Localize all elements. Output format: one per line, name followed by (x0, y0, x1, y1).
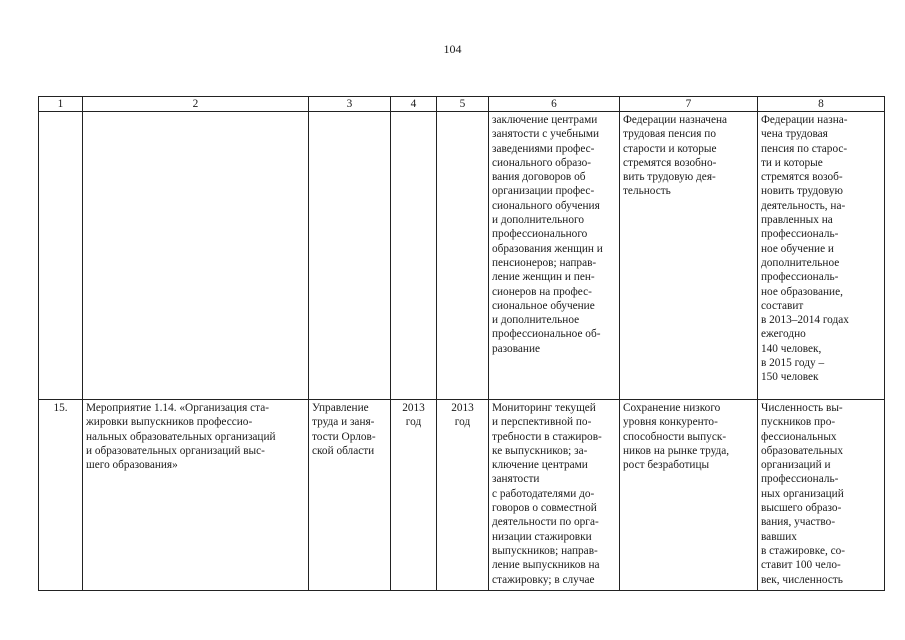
page-number: 104 (443, 42, 462, 56)
column-header: 3 (309, 97, 391, 112)
column-header: 5 (437, 97, 489, 112)
row-number (39, 112, 83, 400)
table-row (39, 400, 885, 591)
target-indicator: Численность вы- пускников про- фессиональных образовательных организаций и профессиональ- ных организаций высшего образо- вания, участво- вавших в стажировке, со- ставит 100 чело- век, численность (758, 400, 885, 591)
event-name (83, 112, 309, 400)
non-implementation-consequences: Федерации назначена трудовая пенсия по старости и которые стремятся возобно- вить трудовую дея- тельность (620, 112, 758, 400)
event-name: Мероприятие 1.14. «Организация ста- жировки выпускников профессио- нальных образовательных организаций и образовательных организаций выс- шего образования» (83, 400, 309, 591)
column-header: 8 (758, 97, 885, 112)
start-year (391, 112, 437, 400)
row-number: 15. (39, 400, 83, 591)
start-year: 2013 год (391, 400, 437, 591)
end-year (437, 112, 489, 400)
event-content: заключение центрами занятости с учебными заведениями профес- сионального образо- вания договоров об организации профес- сионального обучения и дополнительного профессионального образования женщин и пенсионеров; направ- ление женщин и пен- сионеров на профес- сиональное обучение и дополнительное профессиональное об- разование (489, 112, 620, 400)
table-row (39, 112, 885, 400)
column-header: 6 (489, 97, 620, 112)
column-number-row (39, 97, 885, 112)
column-header: 1 (39, 97, 83, 112)
column-header: 7 (620, 97, 758, 112)
non-implementation-consequences: Сохранение низкого уровня конкуренто- способности выпуск- ников на рынке труда, рост безработицы (620, 400, 758, 591)
program-table (38, 96, 885, 591)
column-header: 4 (391, 97, 437, 112)
column-header: 2 (83, 97, 309, 112)
executor (309, 112, 391, 400)
end-year: 2013 год (437, 400, 489, 591)
target-indicator: Федерации назна- чена трудовая пенсия по старос- ти и которые стремятся возоб- новить трудовую деятельность, на- правленных на профессиональ- ное обучение и дополнительное профессиональ- ное образование, составит в 2013–2014 годах ежегодно 140 человек, в 2015 году – 150 человек (758, 112, 885, 400)
event-content: Мониторинг текущей и перспективной по- требности в стажиров- ке выпускников; за- ключение центрами занятости с работодателями до- говоров о совместной деятельности по орга- низации стажировки выпускников; направ- ление выпускников на стажировку; в случае (489, 400, 620, 591)
executor: Управление труда и заня- тости Орлов- ской области (309, 400, 391, 591)
